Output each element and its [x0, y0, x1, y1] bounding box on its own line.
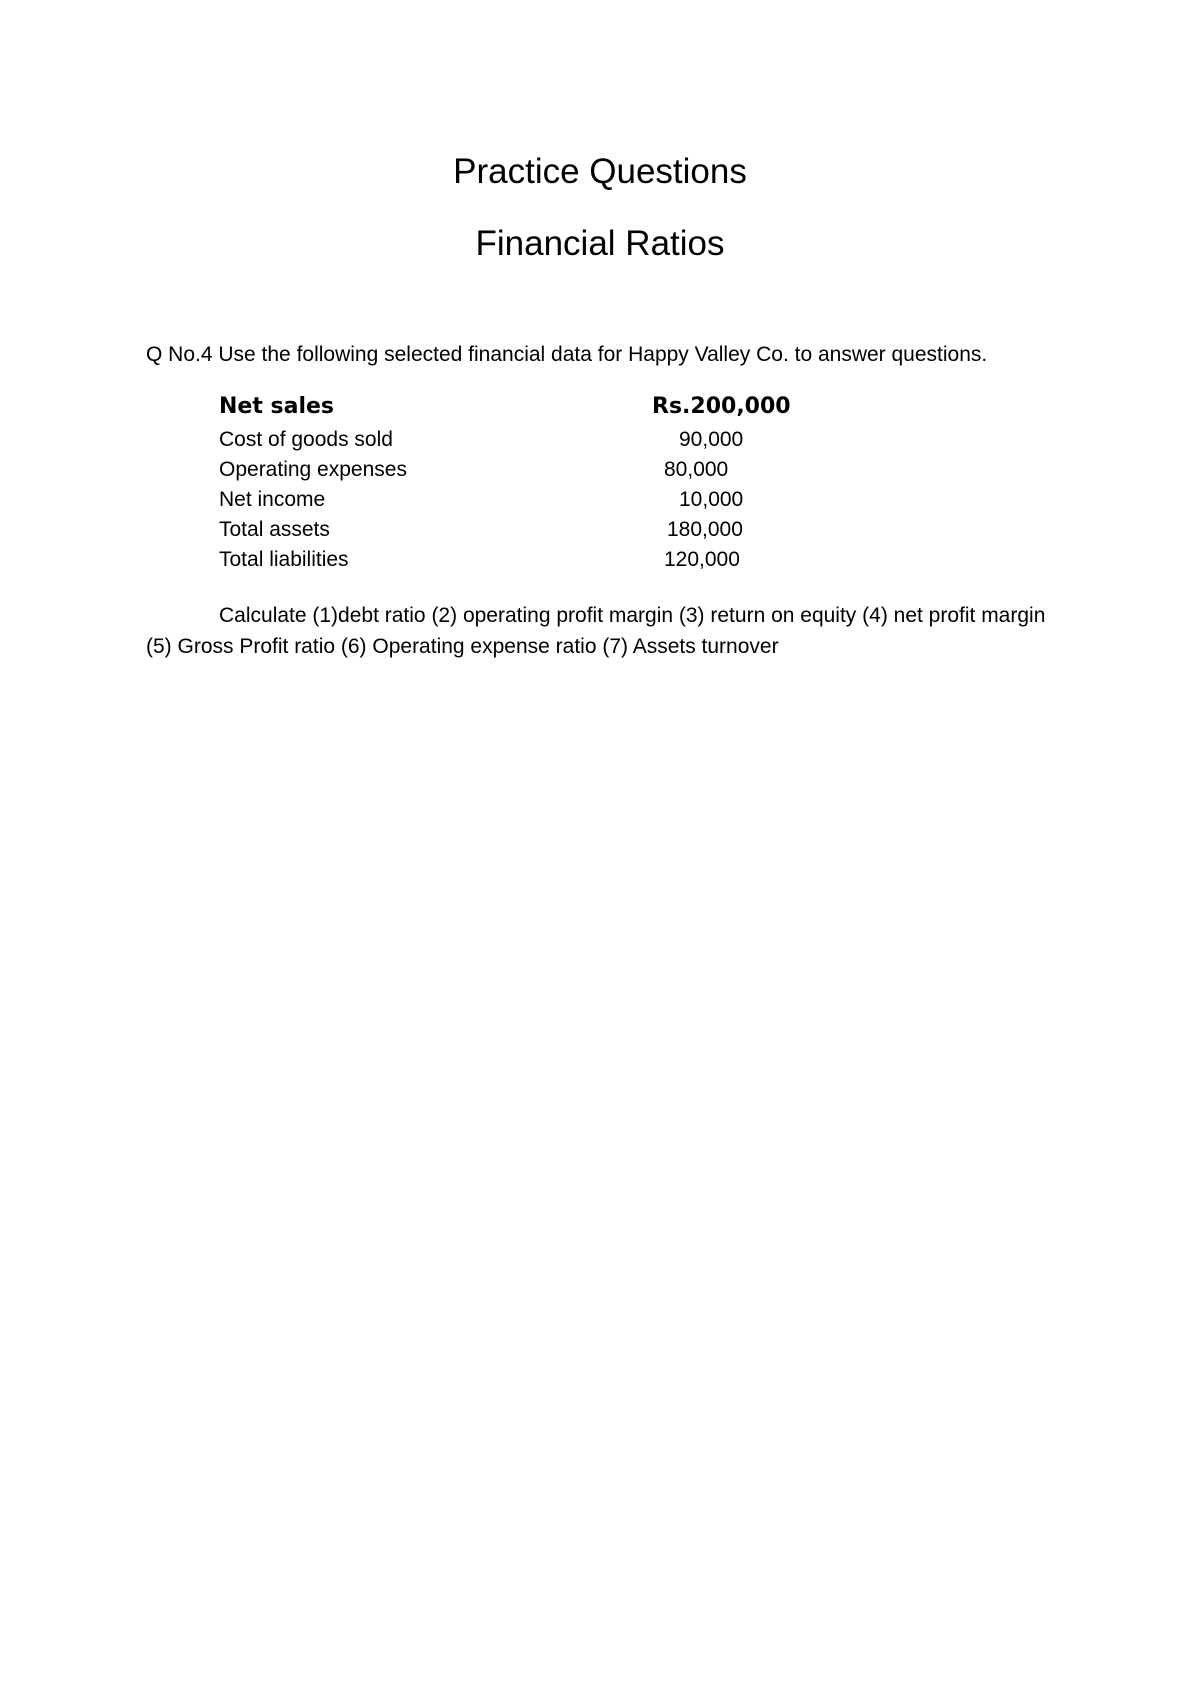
- data-row-total-liabilities: [219, 545, 839, 575]
- data-label: Net sales: [219, 394, 335, 419]
- page-subtitle: Financial Ratios: [475, 224, 725, 263]
- page-title: Practice Questions: [453, 152, 747, 191]
- data-label: Total assets: [219, 518, 330, 541]
- data-value: 10,000: [679, 488, 744, 511]
- data-value: 90,000: [679, 428, 744, 451]
- instructions-text: Calculate (1)debt ratio (2) operating profit margin (3) return on equity (4) net profit margin (5) Gross Profit ratio (6) Operating expense ratio (7) Assets turnover: [146, 604, 1046, 658]
- data-label: Cost of goods sold: [219, 428, 393, 451]
- question-text: Q No.4 Use the following selected financial data for Happy Valley Co. to answer questions.: [146, 343, 988, 366]
- data-value: Rs.200,000: [652, 394, 791, 419]
- data-value: 120,000: [664, 548, 740, 571]
- data-label: Total liabilities: [219, 548, 349, 571]
- data-label: Operating expenses: [219, 458, 407, 481]
- data-label: Net income: [219, 488, 326, 511]
- data-value: 180,000: [667, 518, 743, 541]
- data-row-net-income: [219, 485, 839, 515]
- data-row-operating-expenses: [219, 455, 839, 485]
- data-row-total-assets: [219, 515, 839, 545]
- data-value: 80,000: [664, 458, 729, 481]
- financial-data-table: [219, 389, 839, 575]
- data-row-net-sales: [219, 389, 839, 425]
- data-row-cost-of-goods-sold: [219, 425, 839, 455]
